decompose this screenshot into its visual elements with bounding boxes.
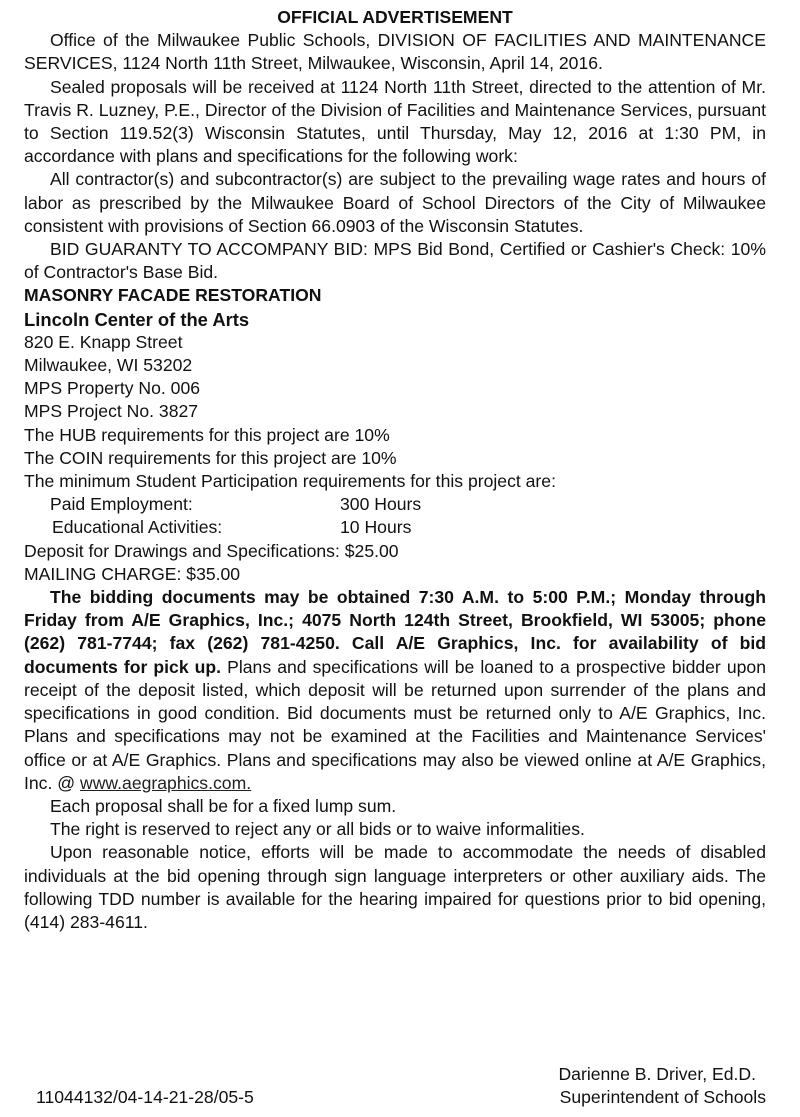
deposit-charge: Deposit for Drawings and Specifications: $25.00 — [24, 540, 399, 561]
paid-employment-value: 300 Hours — [340, 494, 422, 515]
footer-line — [24, 1086, 766, 1109]
bidding-documents-text: Plans and specifications will be loaned to a prospective bidder upon receipt of the deposit listed, which deposit will be returned upon surrender of the plans and specifications in good condition. Bid documents must be returned only to A/E Graphics, Inc. Plans and specifications may not be examined at the Facilities and Maintenance Services' office or at A/E Graphics. Plans and specifications may also be viewed online at A/E Graphics, Inc. @ — [24, 656, 766, 793]
project-city: Milwaukee, WI 53202 — [24, 355, 193, 376]
project-number: MPS Project No. 3827 — [24, 401, 199, 422]
ad-id: 11044132/04-14-21-28/05-5 — [36, 1087, 254, 1108]
student-participation: The minimum Student Participation requirements for this project are: — [24, 471, 556, 492]
bid-guaranty-paragraph: BID GUARANTY TO ACCOMPANY BID: MPS Bid Bond, Certified or Cashier's Check: 10% of Contractor's Base Bid. — [24, 239, 766, 283]
bidding-documents-bold: The bidding documents may be obtained 7:30 A.M. to 5:00 P.M.; Monday through Friday from A/E Graphics, Inc.; 4075 North 124th Street, Brookfield, WI 53005; phone (262) 781-7744; fax (262) 781-4250. Call A/E Graphics, Inc. for availability of bid documents for pick up. — [24, 587, 766, 677]
educational-activities-row — [24, 516, 766, 539]
signer-role: Superintendent of Schools — [559, 1087, 766, 1108]
aegraphics-link[interactable]: www.aegraphics.com. — [80, 772, 252, 793]
paid-employment-row — [24, 493, 766, 516]
educational-activities-value: 10 Hours — [340, 517, 412, 538]
project-heading: MASONRY FACADE RESTORATION — [24, 285, 322, 306]
accommodation-paragraph: Upon reasonable notice, efforts will be made to accommodate the needs of disabled individuals at the bid opening through sign language interpreters or other auxiliary aids. The following TDD number is available for the hearing impaired for questions prior to bid opening, (414) 283-4611. — [24, 842, 766, 932]
project-site: Lincoln Center of the Arts — [24, 308, 250, 330]
signature-block — [24, 1063, 766, 1109]
lump-sum-paragraph: Each proposal shall be for a fixed lump sum. — [50, 795, 397, 816]
reservation-paragraph: The right is reserved to reject any or all bids or to waive informalities. — [50, 819, 585, 840]
prevailing-wage-paragraph: All contractor(s) and subcontractor(s) are subject to the prevailing wage rates and hours of labor as prescribed by the Milwaukee Board of School Directors of the City of Milwaukee consistent with provisions of Section 66.0903 of the Wisconsin Statutes. — [24, 169, 766, 236]
signer-name: Darienne B. Driver, Ed.D. — [558, 1064, 756, 1084]
project-street: 820 E. Knapp Street — [24, 331, 183, 352]
sealed-proposals-paragraph: Sealed proposals will be received at 1124 North 11th Street, directed to the attention of Mr. Travis R. Luzney, P.E., Director of the Division of Facilities and Maintenance Services, pursuant to Section 119.52(3) Wisconsin Statutes, until Thursday, May 12, 2016 at 1:30 PM, in accordance with plans and specifications for the following work: — [24, 76, 766, 167]
coin-requirement: The COIN requirements for this project are 10% — [24, 447, 397, 468]
educational-activities-label: Educational Activities: — [52, 517, 223, 538]
page-title: OFFICIAL ADVERTISEMENT — [277, 7, 513, 27]
bidding-documents-paragraph — [24, 586, 766, 795]
hub-requirement: The HUB requirements for this project are 10% — [24, 424, 390, 445]
intro-paragraph: Office of the Milwaukee Public Schools, DIVISION OF FACILITIES AND MAINTENANCE SERVICES, 1124 North 11th Street, Milwaukee, Wisconsin, April 14, 2016. — [24, 30, 766, 74]
property-number: MPS Property No. 006 — [24, 378, 201, 399]
mailing-charge: MAILING CHARGE: $35.00 — [24, 563, 241, 584]
paid-employment-label: Paid Employment: — [50, 494, 193, 515]
